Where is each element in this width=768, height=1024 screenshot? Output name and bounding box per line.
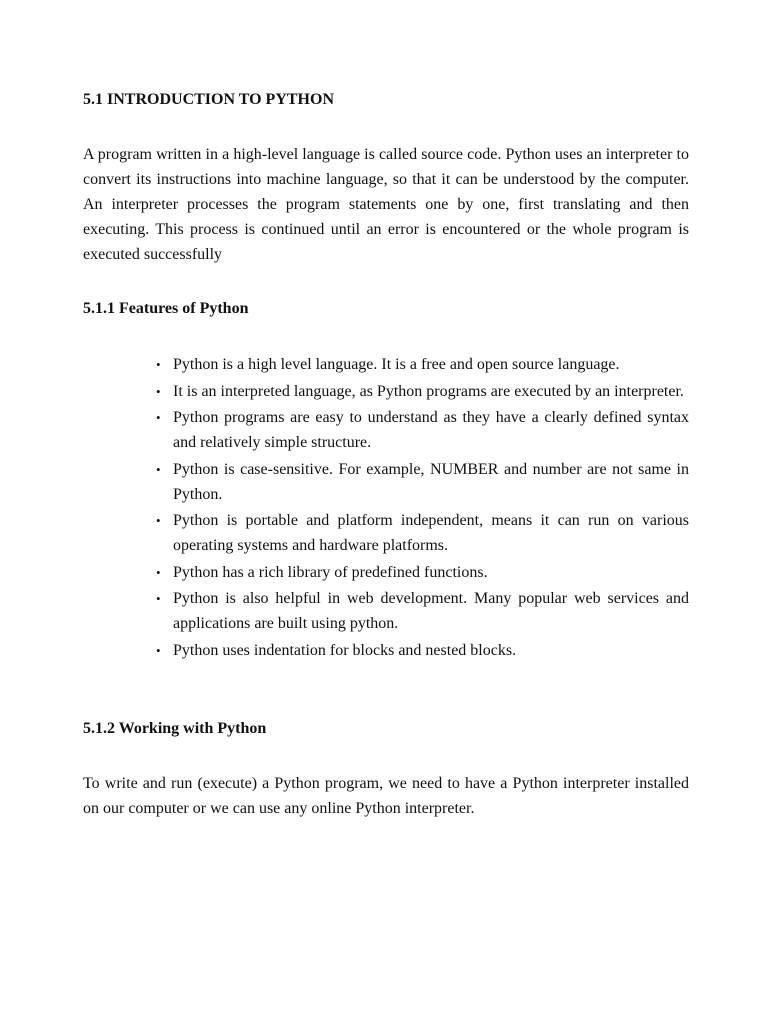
- bullet-icon: •: [156, 642, 161, 658]
- working-paragraph: To write and run (execute) a Python program, we need to have a Python interpreter installed on our computer or we can use any online Python interpreter.: [83, 775, 689, 817]
- list-item: • It is an interpreted language, as Python programs are executed by an interpreter.: [173, 379, 689, 404]
- bullet-icon: •: [156, 591, 161, 606]
- section-title: 5.1 INTRODUCTION TO PYTHON: [83, 91, 334, 108]
- list-item: • Python is portable and platform independent, means it can run on various operating systems and hardware platforms.: [173, 508, 689, 558]
- bullet-icon: •: [156, 461, 161, 477]
- bullet-icon: •: [156, 357, 161, 372]
- features-heading: 5.1.1 Features of Python: [83, 300, 249, 317]
- list-item: • Python is case-sensitive. For example, NUMBER and number are not same in Python.: [173, 457, 689, 507]
- intro-paragraph: A program written in a high-level language is called source code. Python uses an interpreter to convert its instructions into machine language, so that it can be understood by the computer. An interpreter processes the program statements one by one, first translating and then executing. This process is continued until an error is encountered or the whole program is executed successfully: [83, 146, 689, 263]
- list-item: • Python has a rich library of predefined functions.: [173, 560, 689, 585]
- bullet-icon: •: [156, 410, 161, 425]
- list-item: • Python is also helpful in web development. Many popular web services and applications are built using python.: [173, 586, 689, 636]
- list-item: • Python programs are easy to understand as they have a clearly defined syntax and relatively simple structure.: [173, 405, 689, 455]
- list-item: • Python is a high level language. It is a free and open source language.: [173, 352, 689, 377]
- bullet-icon: •: [156, 383, 161, 399]
- bullet-icon: •: [156, 513, 161, 528]
- list-item: • Python uses indentation for blocks and nested blocks.: [173, 638, 689, 663]
- working-heading: 5.1.2 Working with Python: [83, 720, 267, 737]
- features-list: [156, 352, 689, 664]
- bullet-icon: •: [156, 564, 161, 580]
